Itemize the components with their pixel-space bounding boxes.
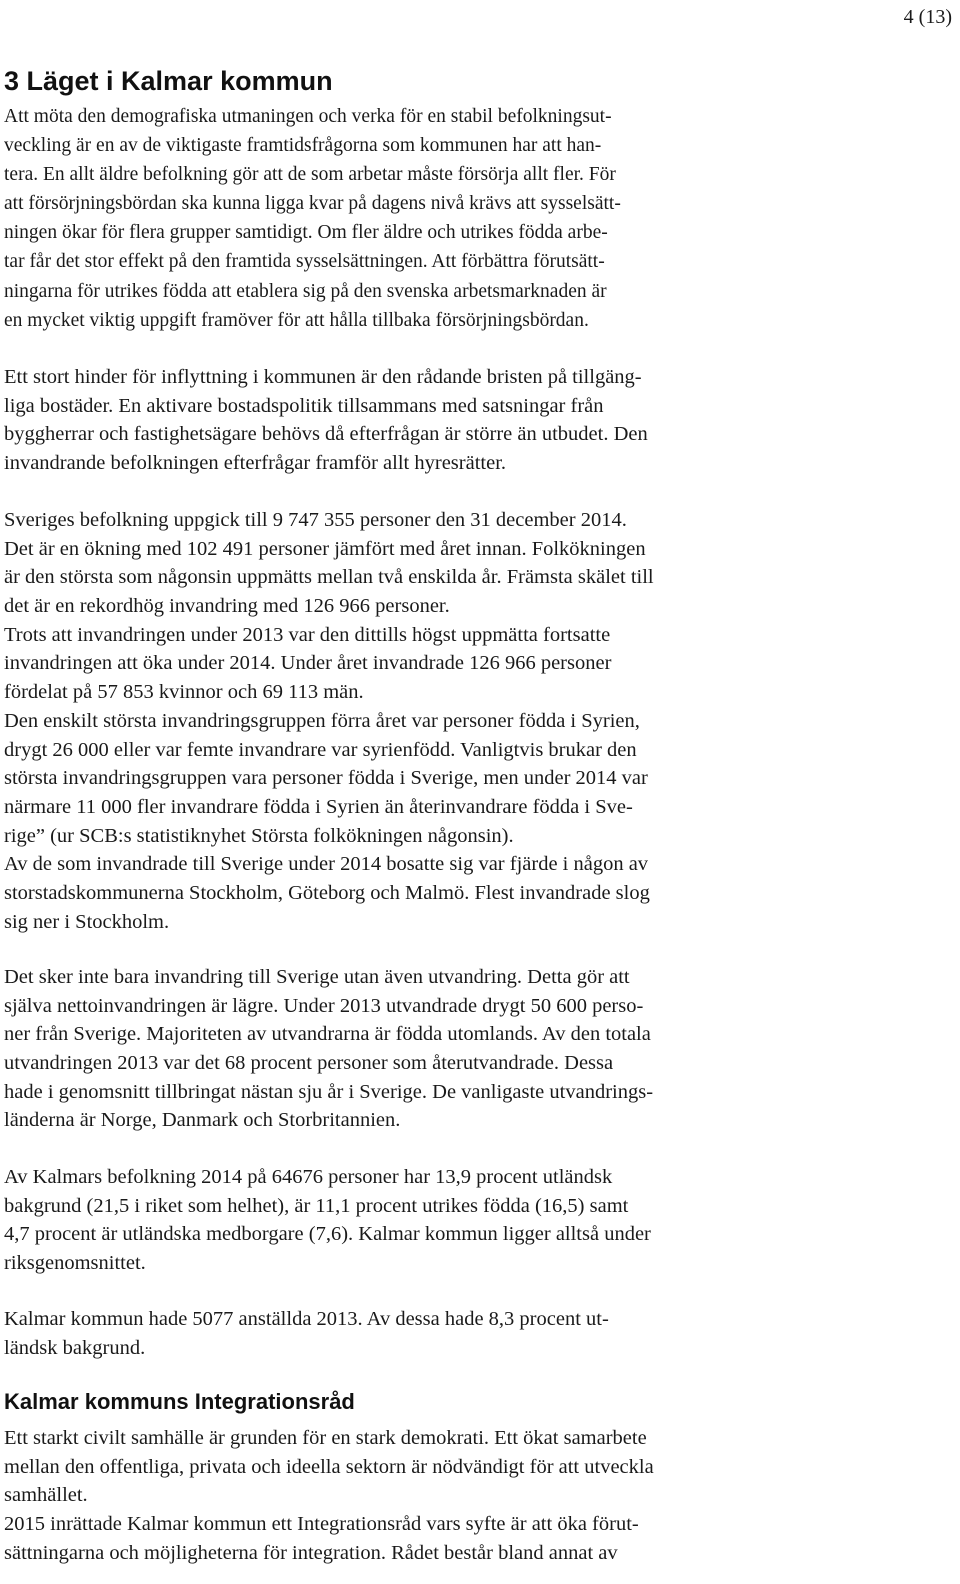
text-line: fördelat på 57 853 kvinnor och 69 113 män. — [4, 681, 364, 704]
text-line: storstadskommunerna Stockholm, Göteborg och Malmö. Flest invandrade slog — [4, 881, 650, 904]
text-line: det är en rekordhög invandring med 126 966 personer. — [4, 595, 450, 618]
text-line: sättningarna och möjligheterna för integration. Rådet består bland annat av — [4, 1541, 618, 1564]
text-line: veckling är en av de viktigaste framtidsfrågorna som kommunen har att han- — [4, 135, 602, 157]
section-heading: 3 Läget i Kalmar kommun — [4, 66, 333, 96]
paragraph-integration-council — [4, 1424, 954, 1567]
text-line: Den enskilt största invandringsgruppen förra året var personer födda i Syrien, — [4, 709, 640, 732]
text-line: rige” (ur SCB:s statistiknyhet Största folkökningen någonsin). — [4, 824, 514, 847]
text-line: Att möta den demografiska utmaningen och verka för en stabil befolkningsut- — [4, 106, 612, 127]
text-line: liga bostäder. En aktivare bostadspolitik tillsammans med satsningar från — [4, 394, 604, 417]
paragraph-housing-shortage — [4, 363, 954, 478]
text-line: Det är en ökning med 102 491 personer jämfört med året innan. Folkökningen — [4, 537, 646, 560]
text-line: Sveriges befolkning uppgick till 9 747 355 personer den 31 december 2014. — [4, 509, 627, 531]
text-line: ningen ökar för flera grupper samtidigt. Om fler äldre och utrikes födda arbe- — [4, 222, 608, 244]
text-line: 4,7 procent är utländska medborgare (7,6). Kalmar kommun ligger alltså under — [4, 1223, 651, 1246]
text-line: Av Kalmars befolkning 2014 på 64676 personer har 13,9 procent utländsk — [4, 1166, 613, 1188]
text-line: 2015 inrättade Kalmar kommun ett Integrationsråd vars syfte är att öka förut- — [4, 1513, 639, 1536]
text-line: ningarna för utrikes födda att etablera sig på den svenska arbetsmarknaden är — [4, 280, 607, 302]
text-line: bakgrund (21,5 i riket som helhet), är 11,1 procent utrikes födda (16,5) samt — [4, 1194, 629, 1217]
text-line: invandringen att öka under 2014. Under året invandrade 126 966 personer — [4, 652, 612, 675]
text-line: Av de som invandrade till Sverige under 2014 bosatte sig var fjärde i någon av — [4, 853, 649, 876]
text-line: drygt 26 000 eller var femte invandrare var syrienfödd. Vanligtvis brukar den — [4, 738, 637, 761]
text-line: är den största som någonsin uppmätts mellan två enskilda år. Främsta skälet till — [4, 566, 654, 589]
text-line: invandrande befolkningen efterfrågar framför allt hyresrätter. — [4, 452, 507, 475]
text-line: samhället. — [4, 1484, 88, 1507]
paragraph-sweden-population — [4, 506, 954, 936]
text-line: att försörjningsbördan ska kunna ligga kvar på dagens nivå krävs att sysselsätt- — [4, 193, 621, 215]
text-line: största invandringsgruppen vara personer födda i Sverige, men under 2014 var — [4, 767, 648, 790]
integration-council-heading: Kalmar kommuns Integrationsråd — [4, 1389, 355, 1414]
text-line: sig ner i Stockholm. — [4, 910, 170, 933]
text-line: tar får det stor effekt på den framtida sysselsättningen. Att förbättra förutsätt- — [4, 251, 605, 273]
text-line: en mycket viktig uppgift framöver för att hålla tillbaka försörjningsbördan. — [4, 309, 589, 331]
text-line: mellan den offentliga, privata och ideella sektorn är nödvändigt för att utveckla — [4, 1455, 654, 1478]
text-line: utvandringen 2013 var det 68 procent personer som återutvandrade. Dessa — [4, 1052, 614, 1075]
paragraph-demographic-challenge — [4, 102, 954, 335]
text-line: själva nettoinvandringen är lägre. Under 2013 utvandrade drygt 50 600 perso- — [4, 994, 644, 1017]
text-line: ländsk bakgrund. — [4, 1336, 146, 1359]
text-line: hade i genomsnitt tillbringat nästan sju år i Sverige. De vanligaste utvandrings- — [4, 1080, 654, 1103]
text-line: Ett starkt civilt samhälle är grunden för en stark demokrati. Ett ökat samarbete — [4, 1427, 647, 1449]
text-line: ner från Sverige. Majoriteten av utvandrarna är födda utomlands. Av den totala — [4, 1023, 651, 1046]
text-line: tera. En allt äldre befolkning gör att de som arbetar måste försörja allt fler. För — [4, 164, 616, 186]
paragraph-kalmar-population — [4, 1163, 954, 1278]
text-line: riksgenomsnittet. — [4, 1252, 146, 1275]
paragraph-kalmar-employees — [4, 1305, 954, 1362]
page-number: 4 (13) — [903, 6, 952, 28]
text-line: Trots att invandringen under 2013 var den dittills högst uppmätta fortsatte — [4, 623, 611, 646]
text-line: Det sker inte bara invandring till Sverige utan även utvandring. Detta gör att — [4, 966, 630, 988]
text-line: Kalmar kommun hade 5077 anställda 2013. Av dessa hade 8,3 procent ut- — [4, 1308, 609, 1330]
paragraph-emigration — [4, 963, 954, 1135]
text-line: Ett stort hinder för inflyttning i kommunen är den rådande bristen på tillgäng- — [4, 366, 642, 388]
text-line: länderna är Norge, Danmark och Storbritannien. — [4, 1109, 401, 1132]
text-line: närmare 11 000 fler invandrare födda i Syrien än återinvandrare födda i Sve- — [4, 795, 633, 818]
text-line: byggherrar och fastighetsägare behövs då efterfrågan är större än utbudet. Den — [4, 423, 648, 446]
